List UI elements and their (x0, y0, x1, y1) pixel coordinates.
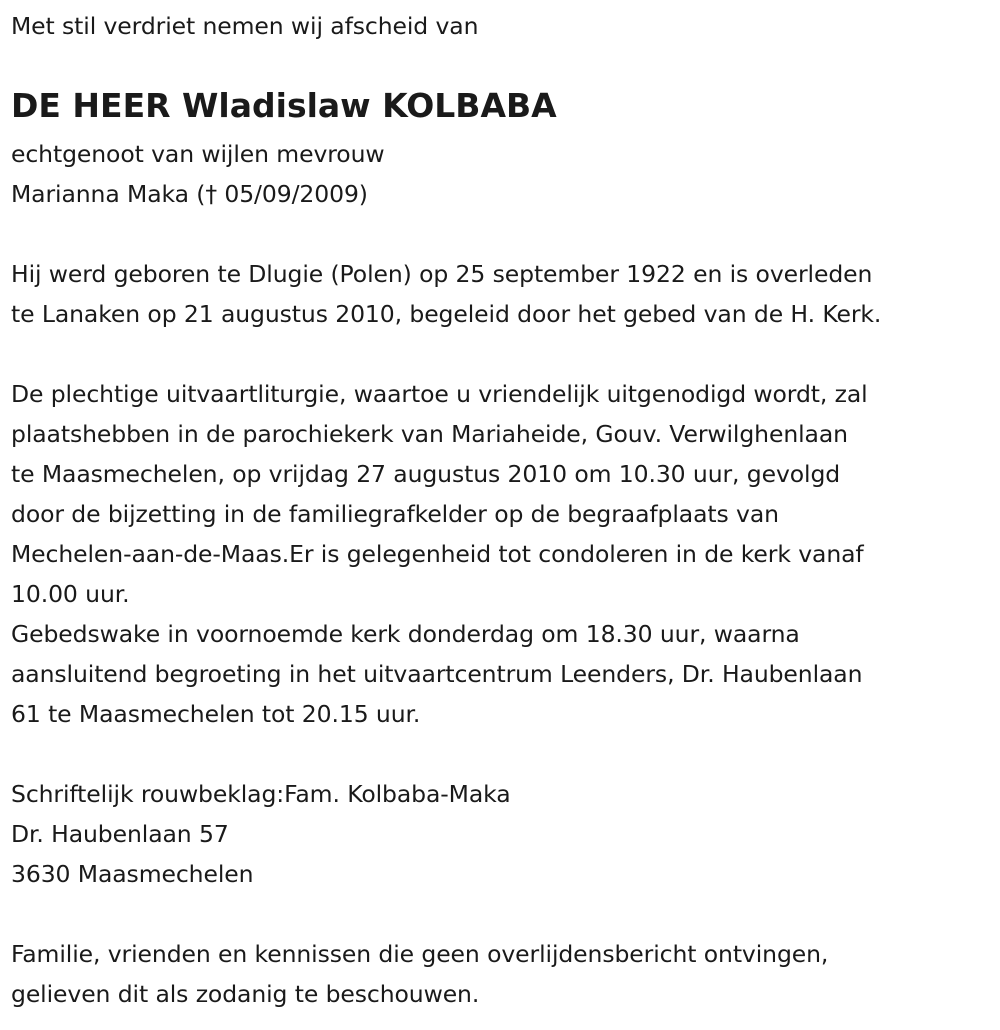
paragraph-line: te Lanaken op 21 augustus 2010, begeleid door het gebed van de H. Kerk. (11, 300, 882, 328)
intro-text: Met stil verdriet nemen wij afscheid van (11, 12, 479, 40)
paragraph-line: Familie, vrienden en kennissen die geen overlijdensbericht ontvingen, (11, 940, 829, 968)
funeral-paragraph (11, 374, 868, 734)
paragraph-line: Hij werd geboren te Dlugie (Polen) op 25 september 1922 en is overleden (11, 260, 873, 288)
paragraph-line: Mechelen-aan-de-Maas.Er is gelegenheid tot condoleren in de kerk vanaf (11, 540, 864, 568)
paragraph-line: 10.00 uur. (11, 580, 130, 608)
contact-address-block (11, 774, 511, 894)
closing-paragraph (11, 934, 828, 1014)
paragraph-line: te Maasmechelen, op vrijdag 27 augustus 2010 om 10.30 uur, gevolgd (11, 460, 841, 488)
paragraph-line: door de bijzetting in de familiegrafkelder op de begraafplaats van (11, 500, 779, 528)
paragraph-line: 61 te Maasmechelen tot 20.15 uur. (11, 700, 421, 728)
spouse-line: echtgenoot van wijlen mevrouw (11, 140, 385, 168)
paragraph-line: aansluitend begroeting in het uitvaartcentrum Leenders, Dr. Haubenlaan (11, 660, 863, 688)
paragraph-line: De plechtige uitvaartliturgie, waartoe u vriendelijk uitgenodigd wordt, zal (11, 380, 868, 408)
address-line: Schriftelijk rouwbeklag:Fam. Kolbaba-Maka (11, 780, 511, 808)
paragraph-line: plaatshebben in de parochiekerk van Mariaheide, Gouv. Verwilghenlaan (11, 420, 848, 448)
address-line: Dr. Haubenlaan 57 (11, 820, 229, 848)
spouse-line: Marianna Maka († 05/09/2009) (11, 180, 368, 208)
paragraph-line: gelieven dit als zodanig te beschouwen. (11, 980, 480, 1008)
address-line: 3630 Maasmechelen (11, 860, 254, 888)
spouse-block (11, 134, 385, 214)
paragraph-line: Gebedswake in voornoemde kerk donderdag om 18.30 uur, waarna (11, 620, 800, 648)
deceased-name: DE HEER Wladislaw KOLBABA (11, 86, 557, 125)
birth-death-paragraph (11, 254, 881, 334)
